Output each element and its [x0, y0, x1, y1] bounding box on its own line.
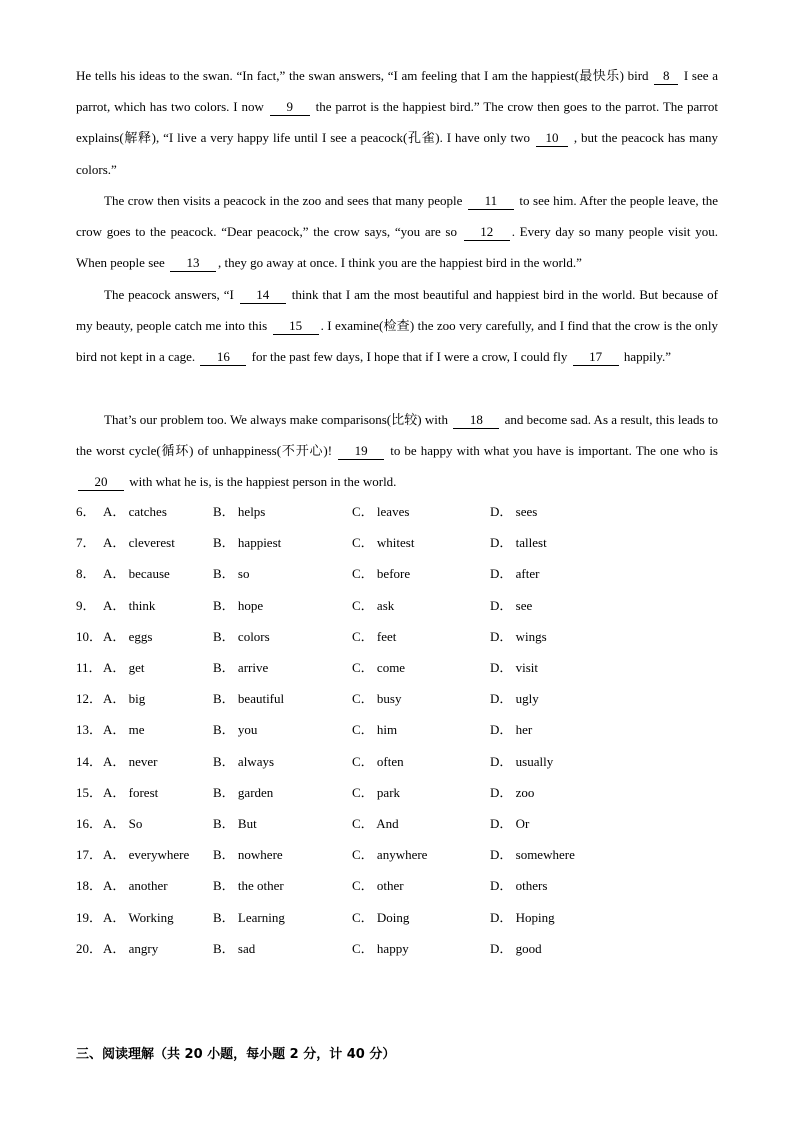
option-c[interactable]: C． And — [352, 816, 399, 831]
option-a[interactable]: A． never — [103, 753, 158, 769]
option-a[interactable]: A． cleverest — [103, 535, 175, 551]
answer-blank-11[interactable]: 11 — [468, 193, 514, 210]
option-a[interactable]: A． everywhere — [103, 847, 190, 863]
passage-text: That’s our problem too. We always make comparisons(比较) with — [104, 412, 452, 427]
passage-text: . I examine(检查) the zoo very carefully, and I find that the crow is the only bird not kept in a cage. — [76, 318, 719, 365]
passage-paragraph-1 — [76, 60, 718, 185]
question-number: 10． — [76, 628, 103, 644]
option-c[interactable]: C． anywhere — [352, 847, 428, 863]
passage-text: to see him. After the people leave, the crow goes to the peacock. “Dear peacock,” the crow says, “you are so — [76, 193, 719, 240]
option-c[interactable]: C． busy — [352, 691, 402, 707]
option-b[interactable]: B． always — [213, 753, 275, 769]
passage-text: to be happy with what you have is important. The one who is — [386, 443, 718, 459]
option-c[interactable]: C． come — [352, 660, 406, 675]
option-c[interactable]: C． whitest — [352, 535, 415, 551]
option-a[interactable]: A． So — [103, 816, 143, 831]
option-a[interactable]: A． Working — [103, 909, 174, 925]
option-a[interactable]: A． catches — [103, 504, 167, 519]
option-b[interactable]: B． Learning — [213, 909, 285, 925]
option-d[interactable]: D． visit — [490, 660, 539, 675]
option-d[interactable]: D． wings — [490, 628, 547, 644]
question-number: 6． — [76, 504, 96, 519]
option-c[interactable]: C． feet — [352, 628, 397, 644]
option-d[interactable]: D． others — [490, 878, 548, 894]
option-d[interactable]: D． somewhere — [490, 847, 575, 863]
option-a[interactable]: A． me — [103, 722, 145, 738]
question-number: 11． — [76, 660, 102, 675]
option-d[interactable]: D． sees — [490, 504, 538, 519]
passage-text: He tells his ideas to the swan. “In fact,” the swan answers, “I am feeling that I am the happiest(最快乐) bird — [76, 68, 653, 83]
option-a[interactable]: A． angry — [103, 940, 159, 956]
question-number: 18． — [76, 878, 103, 894]
option-a[interactable]: A． another — [103, 878, 168, 894]
passage-text: The peacock answers, “I — [104, 287, 238, 302]
option-b[interactable]: B． nowhere — [213, 847, 283, 863]
question-number: 9． — [76, 597, 96, 613]
option-d[interactable]: D． good — [490, 940, 542, 956]
passage-paragraph-2 — [76, 185, 718, 279]
option-c[interactable]: C． other — [352, 878, 404, 894]
option-d[interactable]: D． Or — [490, 816, 530, 831]
option-b[interactable]: B． beautiful — [213, 691, 285, 707]
option-b[interactable]: B． you — [213, 722, 258, 738]
question-number: 17． — [76, 847, 103, 863]
question-number: 14． — [76, 753, 103, 769]
passage-text: The crow then visits a peacock in the zoo and sees that many people — [104, 193, 466, 208]
option-c[interactable]: C． ask — [352, 597, 395, 613]
answer-blank-15[interactable]: 15 — [273, 318, 319, 335]
answer-blank-10[interactable]: 10 — [536, 130, 568, 147]
option-b[interactable]: B． But — [213, 816, 257, 831]
passage-text: , but the peacock has many colors.” — [76, 130, 718, 177]
passage-text: with what he is, is the happiest person in the world. — [126, 474, 397, 490]
option-a[interactable]: A． think — [103, 597, 156, 613]
option-d[interactable]: D． usually — [490, 753, 554, 769]
question-number: 15． — [76, 784, 103, 800]
passage-text: happily.” — [620, 349, 672, 365]
option-d[interactable]: D． zoo — [490, 784, 535, 800]
answer-blank-8[interactable]: 8 — [654, 68, 678, 85]
section-title: 三、阅读理解（共 20 小题，每小题 2 分，计 40 分） — [76, 1047, 396, 1062]
answer-blank-16[interactable]: 16 — [200, 349, 246, 366]
option-c[interactable]: C． leaves — [352, 504, 410, 519]
passage-text: the parrot is the happiest bird.” The crow then goes to the parrot. The parrot explains(解释), “I live a very happy life until I see a peacock(孔雀). I have only two — [76, 99, 718, 146]
option-c[interactable]: C． happy — [352, 940, 409, 956]
question-number: 13． — [76, 722, 103, 738]
option-a[interactable]: A． get — [103, 660, 145, 675]
answer-blank-14[interactable]: 14 — [240, 287, 286, 304]
question-number: 16． — [76, 816, 103, 831]
option-b[interactable]: B． sad — [213, 940, 256, 956]
option-d[interactable]: D． after — [490, 566, 540, 582]
question-number: 8． — [76, 566, 96, 582]
answer-blank-9[interactable]: 9 — [270, 99, 310, 116]
answer-blank-13[interactable]: 13 — [170, 255, 216, 272]
option-d[interactable]: D． see — [490, 597, 533, 613]
option-d[interactable]: D． tallest — [490, 535, 547, 551]
option-c[interactable]: C． him — [352, 722, 398, 738]
question-number: 7． — [76, 535, 96, 551]
passage-text: . Every day so many people visit you. When people see — [76, 224, 718, 271]
option-b[interactable]: B． arrive — [213, 660, 269, 675]
option-b[interactable]: B． helps — [213, 504, 266, 519]
answer-blank-18[interactable]: 18 — [453, 412, 499, 429]
passage-paragraph-3 — [76, 279, 718, 373]
option-b[interactable]: B． garden — [213, 784, 274, 800]
answer-blank-20[interactable]: 20 — [78, 474, 124, 491]
answer-blank-12[interactable]: 12 — [464, 224, 510, 241]
option-a[interactable]: A． because — [103, 566, 170, 582]
passage-text: I see a parrot, which has two colors. I now — [76, 68, 718, 115]
question-number: 20． — [76, 940, 103, 956]
answer-blank-17[interactable]: 17 — [573, 349, 619, 366]
option-a[interactable]: A． big — [103, 691, 146, 707]
option-b[interactable]: B． so — [213, 566, 250, 582]
option-c[interactable]: C． often — [352, 753, 404, 769]
passage-paragraph-4 — [76, 404, 718, 498]
question-number: 12． — [76, 691, 103, 707]
option-d[interactable]: D． Hoping — [490, 909, 555, 925]
option-c[interactable]: C． before — [352, 566, 411, 582]
option-b[interactable]: B． the other — [213, 878, 284, 894]
option-c[interactable]: C． park — [352, 784, 401, 800]
option-d[interactable]: D． ugly — [490, 691, 539, 707]
option-b[interactable]: B． happiest — [213, 535, 282, 551]
option-a[interactable]: A． forest — [103, 784, 159, 800]
option-d[interactable]: D． her — [490, 722, 533, 738]
answer-blank-19[interactable]: 19 — [338, 443, 384, 460]
option-b[interactable]: B． hope — [213, 597, 264, 613]
option-a[interactable]: A． eggs — [103, 628, 153, 644]
passage-text: , they go away at once. I think you are the happiest bird in the world.” — [218, 255, 582, 271]
option-c[interactable]: C． Doing — [352, 909, 410, 925]
passage-text: for the past few days, I hope that if I were a crow, I could fly — [248, 349, 571, 365]
passage-text: think that I am the most beautiful and happiest bird in the world. But because of my beauty, people catch me into this — [76, 287, 718, 334]
option-b[interactable]: B． colors — [213, 628, 270, 644]
passage-text: and become sad. As a result, this leads to the worst cycle(循环) of unhappiness(不开心)! — [76, 412, 718, 459]
question-number: 19． — [76, 909, 103, 925]
